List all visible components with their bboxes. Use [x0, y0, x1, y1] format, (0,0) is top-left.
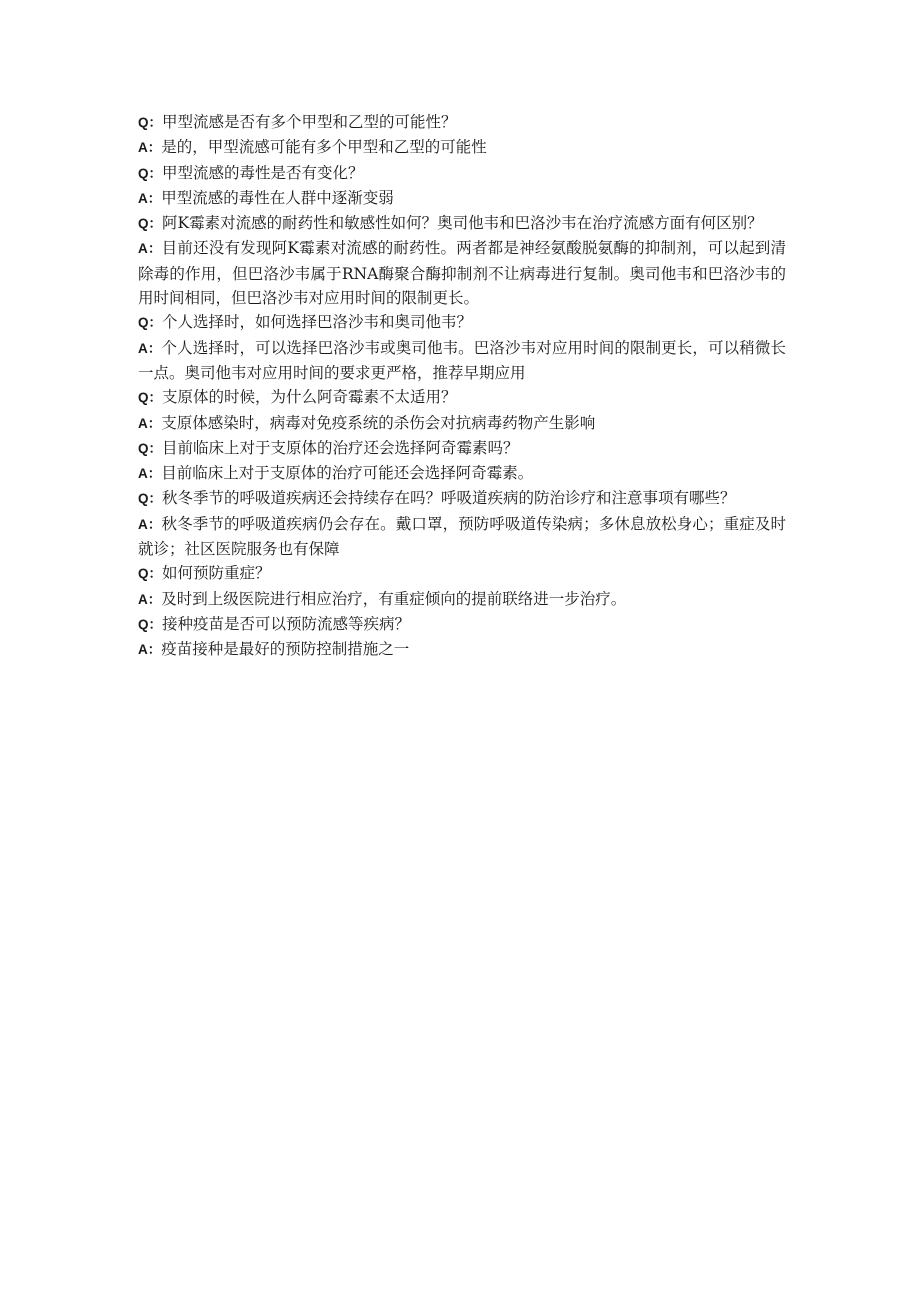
answer-text: 目前还没有发现阿K霉素对流感的耐药性。两者都是神经氨酸脱氨酶的抑制剂，可以起到清除毒的作用，但巴洛沙韦属于RNA酶聚合酶抑制剂不让病毒进行复制。奥司他韦和巴洛沙韦的用时间相同，但巴洛沙韦对应用时间的限制更长。 [138, 239, 786, 308]
question-text: 个人选择时，如何选择巴洛沙韦和奥司他韦？ [162, 313, 473, 332]
question-line [138, 486, 786, 511]
answer-prefix: A： [138, 241, 162, 257]
answer-line [138, 236, 786, 310]
question-text: 目前临床上对于支原体的治疗还会选择阿奇霉素吗？ [162, 438, 519, 457]
answer-text: 支原体感染时，病毒对免疫系统的杀伤会对抗病毒药物产生影响 [161, 413, 596, 432]
answer-line [138, 587, 786, 612]
answer-prefix: A： [138, 190, 162, 206]
question-prefix: Q： [138, 616, 163, 632]
answer-line [138, 135, 786, 160]
answer-text: 目前临床上对于支原体的治疗可能还会选择阿奇霉素。 [161, 464, 534, 483]
question-text: 支原体的时候，为什么阿奇霉素不太适用？ [162, 388, 457, 407]
question-prefix: Q： [138, 115, 163, 130]
question-text: 秋冬季节的呼吸道疾病还会持续存在吗？呼吸道疾病的防治诊疗和注意事项有哪些？ [162, 489, 736, 508]
answer-text: 及时到上级医院进行相应治疗，有重症倾向的提前联络进一步治疗。 [161, 589, 627, 608]
answer-prefix: A： [138, 466, 162, 482]
question-line [138, 211, 786, 236]
answer-text: 个人选择时，可以选择巴洛沙韦或奥司他韦。巴洛沙韦对应用时间的限制更长，可以稍微长一点。奥司他韦对应用时间的要求更严格，推荐早期应用 [138, 338, 786, 382]
answer-text: 是的，甲型流感可能有多个甲型和乙型的可能性 [161, 138, 487, 157]
question-line [138, 385, 786, 410]
question-prefix: Q： [138, 165, 163, 181]
question-prefix: Q： [138, 440, 163, 456]
answer-text: 秋冬季节的呼吸道疾病仍会存在。戴口罩，预防呼吸道传染病；多休息放松身心；重症及时就诊；社区医院服务也有保障 [138, 514, 786, 559]
answer-text: 疫苗接种是最好的预防控制措施之一 [161, 640, 410, 659]
answer-prefix: A： [138, 516, 162, 532]
answer-line [138, 637, 786, 662]
answer-prefix: A： [138, 140, 162, 156]
question-line [138, 612, 786, 637]
question-line [138, 310, 786, 335]
question-line [138, 110, 786, 135]
question-prefix: Q： [138, 390, 163, 406]
answer-prefix: A： [138, 642, 162, 658]
answer-prefix: A： [138, 415, 162, 431]
answer-prefix: A： [138, 591, 162, 607]
question-text: 接种疫苗是否可以预防流感等疾病？ [162, 614, 411, 633]
question-line [138, 436, 786, 461]
question-prefix: Q： [138, 491, 163, 507]
answer-text: 甲型流感的毒性在人群中逐渐变弱 [161, 188, 394, 207]
answer-line [138, 336, 786, 386]
answer-prefix: A： [138, 340, 162, 356]
answer-line [138, 461, 786, 486]
question-prefix: Q： [138, 315, 163, 331]
question-text: 阿K霉素对流感的耐药性和敏感性如何？奥司他韦和巴洛沙韦在治疗流感方面有何区别？ [162, 214, 763, 233]
question-prefix: Q： [138, 566, 163, 582]
question-text: 甲型流感是否有多个甲型和乙型的可能性？ [162, 113, 457, 131]
answer-line [138, 411, 786, 436]
question-text: 如何预防重症？ [162, 564, 271, 583]
question-line [138, 161, 786, 186]
question-prefix: Q： [138, 216, 163, 232]
question-line [138, 561, 786, 586]
question-text: 甲型流感的毒性是否有变化？ [162, 163, 364, 182]
answer-line [138, 186, 786, 211]
qa-list [138, 110, 786, 663]
answer-line [138, 512, 786, 562]
